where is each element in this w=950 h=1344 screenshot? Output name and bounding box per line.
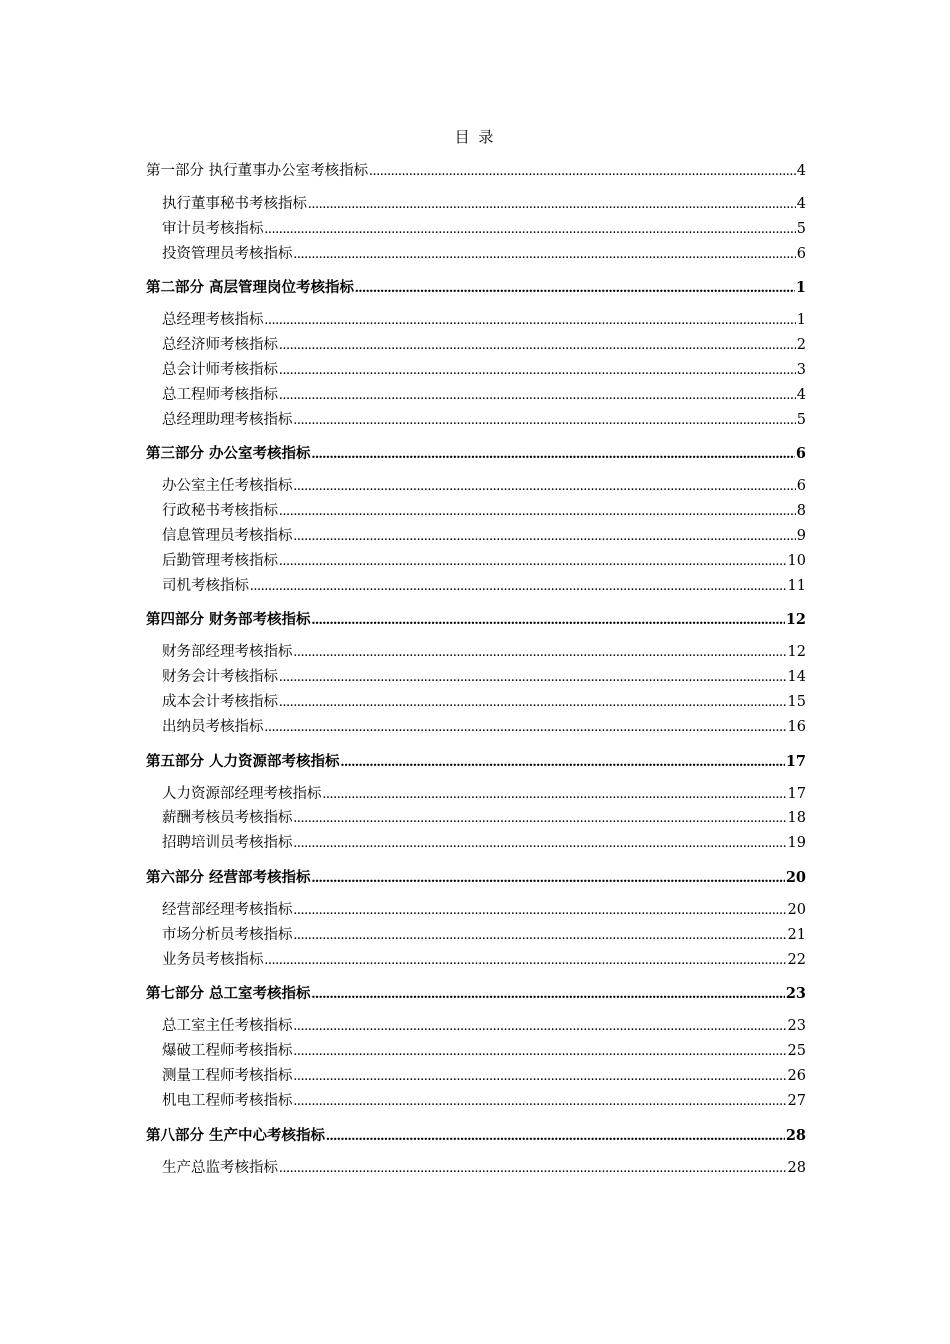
dot-leader (308, 192, 796, 217)
toc-sub-entry[interactable] (146, 1064, 806, 1089)
dot-leader (294, 806, 787, 831)
toc-entry-label: 人力资源部经理考核指标 (162, 785, 322, 802)
toc-page-number: 6 (796, 478, 806, 495)
toc-sub-entry[interactable] (146, 923, 806, 948)
toc-entry-label: 总工程师考核指标 (162, 386, 278, 403)
toc-page-number: 28 (787, 1159, 806, 1176)
toc-sub-entry[interactable] (146, 192, 806, 217)
toc-sub-entry[interactable] (146, 574, 806, 599)
toc-page-number: 6 (795, 445, 806, 463)
dot-leader (294, 1014, 787, 1039)
toc-entry-label: 爆破工程师考核指标 (162, 1043, 293, 1060)
toc-page-number: 16 (787, 718, 806, 735)
toc-sub-entry[interactable] (146, 408, 806, 433)
toc-sub-entry[interactable] (146, 1089, 806, 1114)
toc-page-number: 4 (796, 163, 806, 179)
toc-sub-entries (146, 474, 806, 598)
toc-entry-label: 第一部分 执行董事办公室考核指标 (146, 163, 369, 179)
dot-leader (294, 898, 787, 923)
dot-leader (294, 640, 787, 665)
dot-leader (265, 308, 796, 333)
toc-entry-label: 测量工程师考核指标 (162, 1067, 293, 1084)
dot-leader (279, 499, 796, 524)
toc-entry-label: 生产总监考核指标 (162, 1159, 278, 1176)
toc-entry-label: 市场分析员考核指标 (162, 926, 293, 943)
dot-leader (312, 981, 785, 1008)
toc-part-heading[interactable] (146, 440, 806, 467)
toc-page-number: 5 (796, 220, 806, 237)
dot-leader (355, 275, 795, 302)
toc-entry-label: 薪酬考核员考核指标 (162, 810, 293, 827)
toc-section (146, 1122, 806, 1181)
toc-page-number: 12 (787, 644, 806, 661)
dot-leader (294, 831, 787, 856)
toc-page-number: 10 (787, 552, 806, 569)
toc-sub-entry[interactable] (146, 1156, 806, 1181)
toc-entry-label: 总经济师考核指标 (162, 337, 278, 354)
toc-page-number: 28 (785, 1126, 806, 1144)
toc-entry-label: 总经理考核指标 (162, 312, 264, 329)
toc-entry-label: 第八部分 生产中心考核指标 (146, 1126, 326, 1144)
toc-page-number: 20 (785, 868, 806, 886)
toc-entry-label: 财务部经理考核指标 (162, 644, 293, 661)
toc-sub-entry[interactable] (146, 690, 806, 715)
toc-part-heading[interactable] (146, 158, 806, 185)
toc-entry-label: 执行董事秘书考核指标 (162, 196, 307, 212)
toc-entry-label: 第四部分 财务部考核指标 (146, 611, 311, 629)
toc-entry-label: 第二部分 高层管理岗位考核指标 (146, 279, 355, 297)
toc-page-number: 23 (785, 985, 806, 1003)
dot-leader (279, 665, 787, 690)
toc-page-number: 22 (787, 951, 806, 968)
toc-sub-entry[interactable] (146, 640, 806, 665)
dot-leader (294, 242, 796, 267)
toc-part-heading[interactable] (146, 864, 806, 891)
toc-sub-entry[interactable] (146, 665, 806, 690)
toc-part-heading[interactable] (146, 748, 806, 775)
toc-sub-entry[interactable] (146, 333, 806, 358)
toc-sub-entries (146, 898, 806, 972)
dot-leader (294, 474, 796, 499)
toc-sub-entries (146, 192, 806, 266)
toc-page-number: 1 (796, 312, 806, 329)
dot-leader (312, 607, 785, 634)
toc-page-number: 12 (785, 611, 806, 629)
dot-leader (294, 1089, 787, 1114)
toc-sub-entry[interactable] (146, 948, 806, 973)
toc-page-number: 21 (787, 926, 806, 943)
dot-leader (312, 865, 785, 892)
table-of-contents (146, 158, 806, 1188)
toc-page-number: 19 (787, 835, 806, 852)
dot-leader (279, 690, 787, 715)
toc-page-number: 15 (787, 693, 806, 710)
toc-entry-label: 办公室主任考核指标 (162, 478, 293, 495)
dot-leader (294, 524, 796, 549)
toc-sub-entry[interactable] (146, 549, 806, 574)
dot-leader (265, 715, 787, 740)
toc-entry-label: 第五部分 人力资源部考核指标 (146, 752, 340, 770)
toc-page-number: 6 (796, 245, 806, 262)
toc-sub-entry[interactable] (146, 242, 806, 267)
toc-section (146, 864, 806, 972)
toc-part-heading[interactable] (146, 606, 806, 633)
toc-sub-entries (146, 640, 806, 739)
toc-sub-entry[interactable] (146, 1039, 806, 1064)
toc-page-number: 17 (785, 752, 806, 770)
toc-part-heading[interactable] (146, 980, 806, 1007)
toc-entry-label: 信息管理员考核指标 (162, 527, 293, 544)
toc-sub-entry[interactable] (146, 217, 806, 242)
toc-page-number: 27 (787, 1092, 806, 1109)
toc-page-number: 14 (787, 669, 806, 686)
toc-sub-entry[interactable] (146, 782, 806, 807)
toc-page-number: 18 (787, 810, 806, 827)
toc-sub-entries (146, 782, 806, 856)
toc-part-heading[interactable] (146, 1122, 806, 1149)
toc-sub-entry[interactable] (146, 499, 806, 524)
toc-page-number: 4 (796, 386, 806, 403)
toc-section (146, 980, 806, 1113)
toc-entry-label: 机电工程师考核指标 (162, 1092, 293, 1109)
toc-title: 目 录 (454, 128, 496, 146)
toc-section (146, 274, 806, 432)
toc-sub-entry[interactable] (146, 831, 806, 856)
dot-leader (369, 158, 796, 185)
toc-page-number: 5 (796, 411, 806, 428)
toc-sub-entry[interactable] (146, 383, 806, 408)
toc-sub-entries (146, 1156, 806, 1181)
toc-entry-label: 后勤管理考核指标 (162, 552, 278, 569)
toc-entry-label: 总经理助理考核指标 (162, 411, 293, 428)
dot-leader (250, 574, 787, 599)
toc-page-number: 26 (787, 1067, 806, 1084)
dot-leader (279, 383, 796, 408)
dot-leader (294, 408, 796, 433)
dot-leader (265, 948, 787, 973)
toc-entry-label: 第七部分 总工室考核指标 (146, 985, 311, 1003)
toc-sub-entry[interactable] (146, 715, 806, 740)
toc-sub-entries (146, 1014, 806, 1113)
toc-page-number: 20 (787, 901, 806, 918)
toc-page-number: 8 (796, 503, 806, 520)
toc-entry-label: 司机考核指标 (162, 577, 249, 594)
dot-leader (312, 441, 795, 468)
toc-section (146, 748, 806, 856)
toc-section (146, 440, 806, 598)
dot-leader (279, 1156, 787, 1181)
toc-page-number: 1 (795, 279, 806, 297)
toc-entry-label: 总工室主任考核指标 (162, 1018, 293, 1035)
toc-page-number: 2 (796, 337, 806, 354)
dot-leader (279, 549, 787, 574)
toc-entry-label: 经营部经理考核指标 (162, 901, 293, 918)
dot-leader (265, 217, 796, 242)
toc-page-number: 23 (787, 1018, 806, 1035)
toc-sub-entry[interactable] (146, 1014, 806, 1039)
toc-page-number: 11 (787, 577, 806, 594)
toc-sub-entry[interactable] (146, 524, 806, 549)
toc-sub-entry[interactable] (146, 806, 806, 831)
dot-leader (294, 1039, 787, 1064)
toc-entry-label: 投资管理员考核指标 (162, 245, 293, 262)
toc-section (146, 606, 806, 739)
toc-entry-label: 出纳员考核指标 (162, 718, 264, 735)
dot-leader (279, 333, 796, 358)
toc-sub-entry[interactable] (146, 898, 806, 923)
toc-entry-label: 总会计师考核指标 (162, 361, 278, 378)
toc-page-number: 25 (787, 1043, 806, 1060)
toc-page-number: 3 (796, 361, 806, 378)
dot-leader (341, 749, 785, 776)
toc-entry-label: 行政秘书考核指标 (162, 503, 278, 520)
dot-leader (294, 923, 787, 948)
toc-part-heading[interactable] (146, 274, 806, 301)
dot-leader (279, 358, 796, 383)
toc-entry-label: 招聘培训员考核指标 (162, 835, 293, 852)
toc-entry-label: 财务会计考核指标 (162, 669, 278, 686)
toc-entry-label: 业务员考核指标 (162, 951, 264, 968)
toc-entry-label: 第六部分 经营部考核指标 (146, 868, 311, 886)
toc-sub-entries (146, 308, 806, 432)
toc-page-number: 4 (796, 196, 806, 212)
toc-section (146, 158, 806, 266)
toc-sub-entry[interactable] (146, 308, 806, 333)
toc-entry-label: 审计员考核指标 (162, 220, 264, 237)
toc-page-number: 17 (787, 785, 806, 802)
toc-entry-label: 第三部分 办公室考核指标 (146, 445, 311, 463)
toc-entry-label: 成本会计考核指标 (162, 693, 278, 710)
toc-sub-entry[interactable] (146, 358, 806, 383)
toc-page-number: 9 (796, 527, 806, 544)
dot-leader (294, 1064, 787, 1089)
dot-leader (326, 1123, 785, 1150)
dot-leader (323, 782, 787, 807)
toc-sub-entry[interactable] (146, 474, 806, 499)
